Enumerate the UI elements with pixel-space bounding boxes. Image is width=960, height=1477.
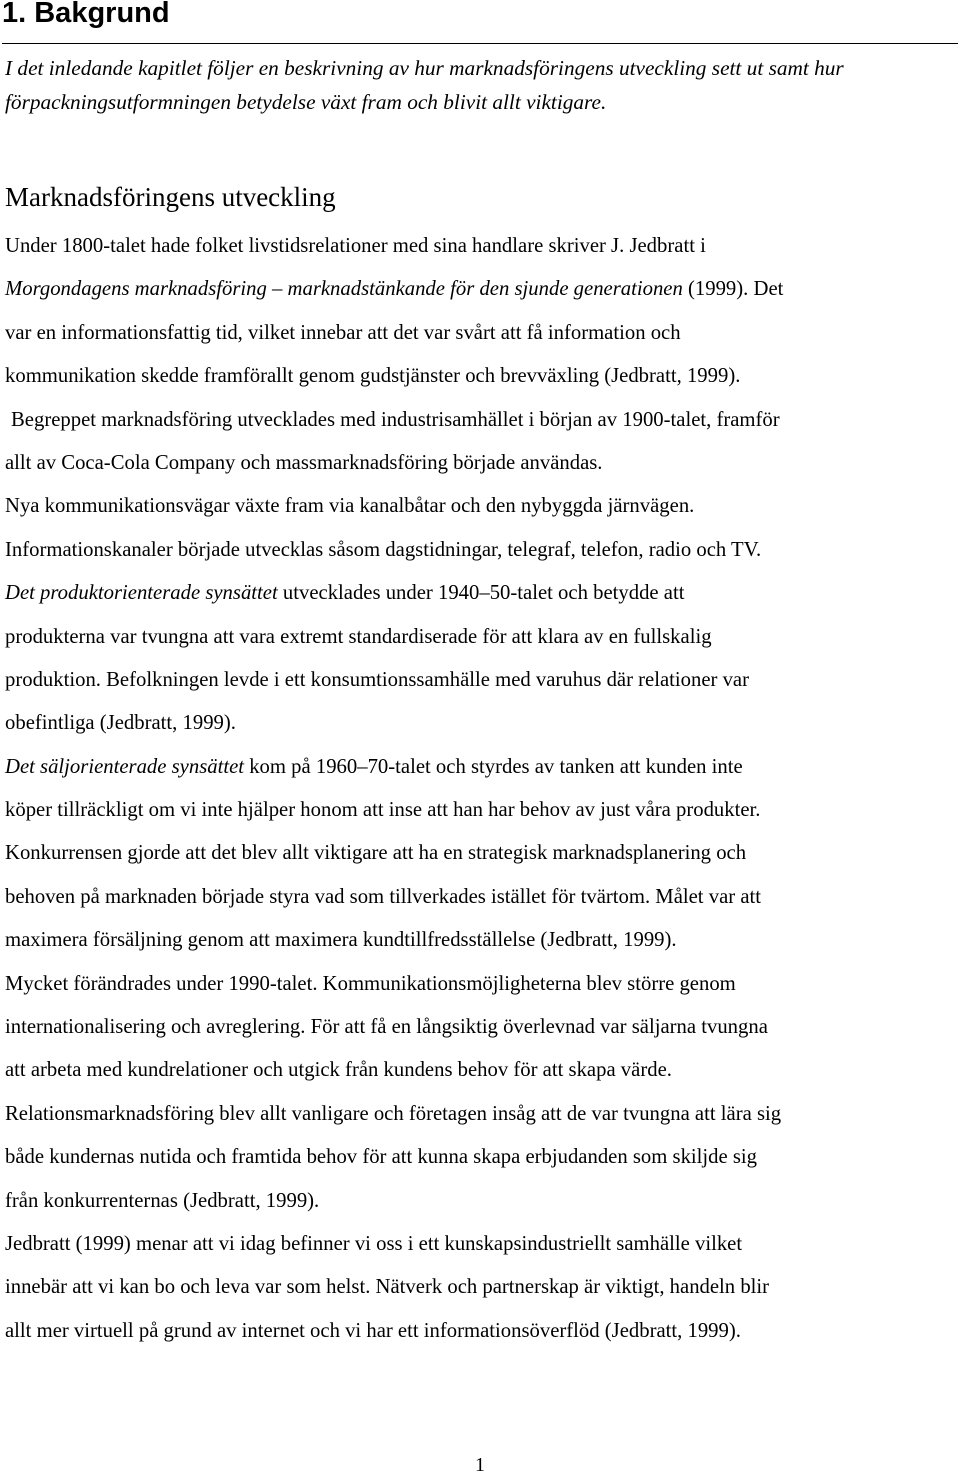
- body-line: maximera försäljning genom att maximera kundtillfredsställelse (Jedbratt, 1999).: [5, 929, 677, 952]
- body-line: både kundernas nutida och framtida behov för att kunna skapa erbjudanden som skiljde sig: [5, 1146, 758, 1169]
- title-divider: [2, 43, 958, 44]
- body-line: behoven på marknaden började styra vad som tillverkades istället för tvärtom. Målet var att: [5, 885, 761, 908]
- body-line: att arbeta med kundrelationer och utgick från kundens behov för att skapa värde.: [5, 1059, 672, 1082]
- body-line: Relationsmarknadsföring blev allt vanligare och företagen insåg att de var tvungna att lära sig: [5, 1102, 782, 1125]
- body-line: [5, 572, 960, 615]
- body-line: Nya kommunikationsvägar växte fram via kanalbåtar och den nybyggda järnvägen.: [5, 495, 695, 518]
- body-line: allt mer virtuell på grund av internet och vi har ett informationsöverflöd (Jedbratt, 1999).: [5, 1319, 741, 1342]
- page-number: 1: [475, 1454, 485, 1476]
- body-line: köper tillräckligt om vi inte hjälper honom att inse att han har behov av just våra produkter.: [5, 799, 761, 822]
- body-line-text: (1999). Det: [682, 278, 784, 301]
- body-line: Jedbratt (1999) menar att vi idag befinner vi oss i ett kunskapsindustriellt samhälle vilket: [5, 1232, 743, 1255]
- body-line: produktion. Befolkningen levde i ett konsumtionssamhälle med varuhus där relationer var: [5, 668, 749, 691]
- body-line: från konkurrenternas (Jedbratt, 1999).: [5, 1189, 320, 1212]
- body-line: produkterna var tvungna att vara extremt standardiserade för att klara av en fullskalig: [5, 625, 712, 648]
- body-line: [5, 746, 960, 789]
- emphasized-term: Det produktorienterade synsättet: [5, 582, 278, 605]
- body-line-text: utvecklades under 1940–50-talet och betydde att: [277, 582, 685, 605]
- book-title: Morgondagens marknadsföring – marknadstänkande för den sjunde generationen: [5, 278, 683, 301]
- body-line: [5, 268, 960, 311]
- body-line: var en informationsfattig tid, vilket innebar att det var svårt att få information och: [5, 321, 681, 344]
- body-line-text: kom på 1960–70-talet och styrdes av tanken att kunden inte: [244, 755, 743, 778]
- body-line: innebär att vi kan bo och leva var som helst. Nätverk och partnerskap är viktigt, handeln blir: [5, 1276, 770, 1299]
- body-line: Mycket förändrades under 1990-talet. Kommunikationsmöjligheterna blev större genom: [5, 972, 736, 995]
- body-line: Begreppet marknadsföring utvecklades med industrisamhället i början av 1900-talet, framför: [11, 408, 780, 431]
- body-text: [5, 225, 960, 1353]
- body-line: kommunikation skedde framförallt genom gudstjänster och brevväxling (Jedbratt, 1999).: [5, 365, 741, 388]
- body-line: internationalisering och avreglering. För att få en långsiktig överlevnad var säljarna tvungna: [5, 1016, 768, 1039]
- body-line: Konkurrensen gjorde att det blev allt viktigare att ha en strategisk marknadsplanering och: [5, 842, 747, 865]
- body-line: obefintliga (Jedbratt, 1999).: [5, 712, 236, 735]
- emphasized-term: Det säljorienterade synsättet: [5, 755, 245, 778]
- body-line: Informationskanaler började utvecklas såsom dagstidningar, telegraf, telefon, radio och TV.: [5, 538, 762, 561]
- section-heading: Marknadsföringens utveckling: [5, 182, 336, 212]
- chapter-title: 1. Bakgrund: [2, 0, 170, 29]
- body-line: allt av Coca-Cola Company och massmarknadsföring började användas.: [5, 451, 603, 474]
- body-line: Under 1800-talet hade folket livstidsrelationer med sina handlare skriver J. Jedbratt i: [5, 235, 706, 257]
- chapter-intro: I det inledande kapitlet följer en beskrivning av hur marknadsföringens utveckling sett ut samt hur förpackningsutformningen betydelse växt fram och blivit allt viktigare.: [5, 56, 844, 114]
